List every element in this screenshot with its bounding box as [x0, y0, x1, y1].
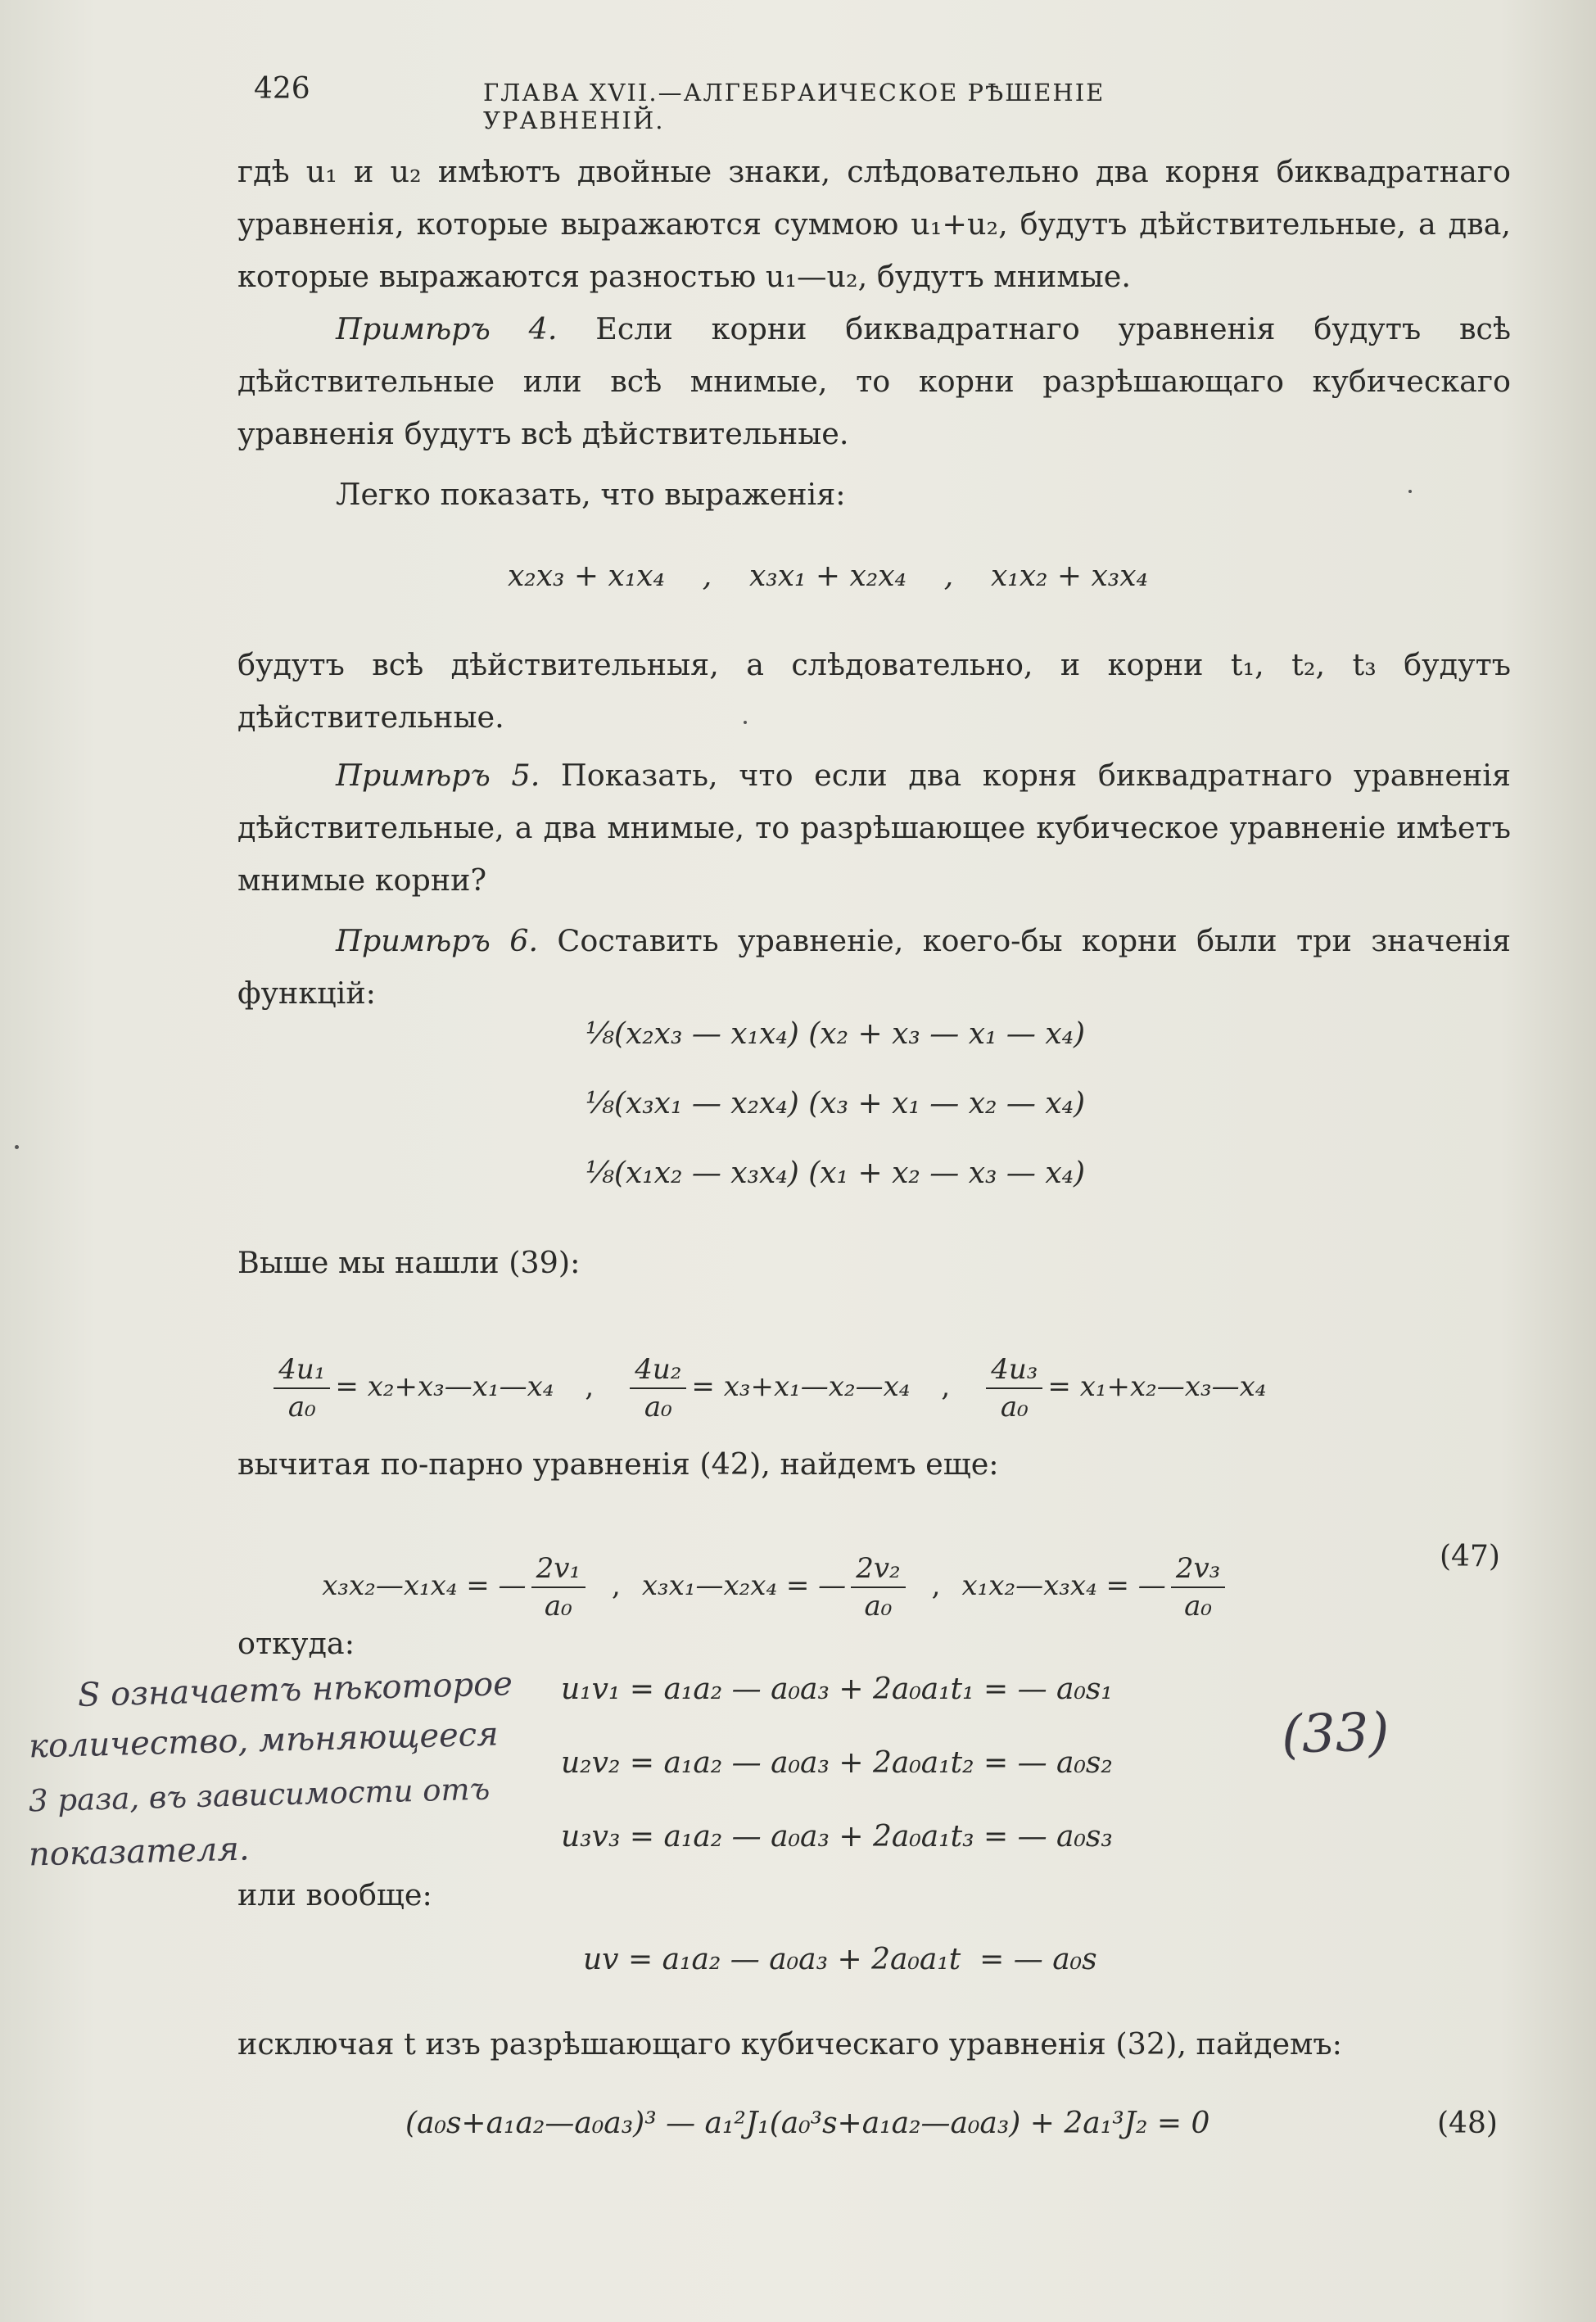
denominator: a₀ — [1184, 1590, 1212, 1623]
numerator: 2v₃ — [1171, 1552, 1225, 1588]
equation-39-row — [233, 1320, 1266, 1456]
lhs-3: x₁x₂—x₃x₄ = — — [961, 1569, 1166, 1602]
example-6-label: Примѣръ 6. — [336, 923, 539, 958]
numerator: 2v₁ — [531, 1552, 586, 1588]
handwritten-note-line-2: количество, мѣняющееся — [28, 1715, 500, 1766]
denominator: a₀ — [287, 1391, 316, 1424]
fraction-2v2 — [851, 1552, 905, 1623]
example-5-label: Примѣръ 5. — [336, 758, 540, 793]
example-4-text: Если корни биквадратнаго уравненія будутъ всѣ дѣйствительные или всѣ мнимые, то корни разрѣшающаго кубическаго уравненія будутъ всѣ дѣйствительные. — [237, 311, 1511, 451]
lhs-2: x₃x₁—x₂x₄ = — — [641, 1569, 847, 1602]
running-header — [237, 72, 1294, 134]
handwritten-note-line-1: S означаетъ нѣкоторое — [77, 1665, 513, 1714]
function-1: ⅛(x₂x₃ — x₁x₄) (x₂ + x₃ — x₁ — x₄) — [586, 1017, 1086, 1051]
paragraph-subtract: вычитая по-парно уравненія (42), найдемъ еще: — [237, 1446, 999, 1482]
rhs-2: = x₃+x₁—x₂—x₄ — [691, 1370, 911, 1403]
example-5-text: Показать, что если два корня биквадратнаго уравненія дѣйствительные, а два мнимые, то разрѣшающее кубическое уравненіе имѣетъ мнимые корни? — [237, 758, 1511, 898]
denominator: a₀ — [1000, 1391, 1029, 1424]
paragraph-roots-signs: гдѣ u₁ и u₂ имѣютъ двойные знаки, слѣдовательно два корня биквадратнаго уравненія, которые выражаются суммою u₁+u₂, будутъ дѣйствительные, а два, которые выражаются разностью u₁—u₂, будутъ мнимые. — [237, 154, 1511, 294]
paragraph-found-above: Выше мы нашли (39): — [237, 1245, 581, 1280]
uv-equation-2: u₂v₂ = a₁a₂ — a₀a₃ + 2a₀a₁t₂ = — a₀s₂ — [561, 1746, 1113, 1780]
expressions-line: x₂x₃ + x₁x₄ , x₃x₁ + x₂x₄ , x₁x₂ + x₃x₄ — [508, 559, 1148, 593]
function-2: ⅛(x₃x₁ — x₂x₄) (x₃ + x₁ — x₂ — x₄) — [586, 1087, 1086, 1120]
paragraph-whence: откуда: — [237, 1626, 355, 1661]
rhs-1: = x₂+x₃—x₁—x₄ — [335, 1370, 554, 1403]
fraction-2v3 — [1171, 1552, 1225, 1623]
uv-equation-3: u₃v₃ = a₁a₂ — a₀a₃ + 2a₀a₁t₃ = — a₀s₃ — [561, 1820, 1113, 1854]
function-3: ⅛(x₁x₂ — x₃x₄) (x₁ + x₂ — x₃ — x₄) — [586, 1156, 1086, 1190]
numerator: 4u₃ — [986, 1353, 1042, 1389]
handwritten-note-line-4: показателя. — [28, 1830, 251, 1874]
paragraph-easy-show: Легко показать, что выраженія: — [336, 477, 846, 512]
paragraph-real-roots: будутъ всѣ дѣйствительныя, а слѣдовательно, и корни t₁, t₂, t₃ будутъ дѣйствительные. — [237, 647, 1511, 735]
lhs-1: x₃x₂—x₁x₄ = — — [322, 1569, 527, 1602]
numerator: 2v₂ — [851, 1552, 905, 1588]
separator: , — [612, 1569, 621, 1602]
equation-number-47: (47) — [1440, 1540, 1500, 1573]
separator: , — [931, 1569, 941, 1602]
fraction-4u3 — [986, 1353, 1042, 1424]
print-speck — [744, 721, 747, 724]
example-5 — [237, 749, 1511, 907]
handwritten-note-line-3: 3 раза, въ зависимости отъ — [28, 1771, 491, 1819]
uv-general-equation: uv = a₁a₂ — a₀a₃ + 2a₀a₁t = — a₀s — [583, 1943, 1097, 1976]
print-speck — [15, 1145, 19, 1149]
example-4-label: Примѣръ 4. — [336, 311, 558, 346]
denominator: a₀ — [644, 1391, 672, 1424]
handwritten-margin-number: (33) — [1281, 1702, 1390, 1766]
numerator: 4u₁ — [274, 1353, 330, 1389]
separator: , — [941, 1370, 951, 1403]
example-4 — [237, 303, 1511, 460]
page-number: 426 — [254, 72, 310, 106]
rhs-3: = x₁+x₂—x₃—x₄ — [1047, 1370, 1267, 1403]
chapter-title: ГЛАВА XVII.—АЛГЕБРАИЧЕСКОЕ РѢШЕНІЕ УРАВНЕНІЙ. — [483, 79, 1105, 134]
fraction-4u2 — [630, 1353, 686, 1424]
equation-number-48: (48) — [1437, 2107, 1498, 2140]
denominator: a₀ — [864, 1590, 893, 1623]
paragraph-general: или вообще: — [237, 1877, 432, 1912]
print-speck — [1408, 490, 1412, 493]
denominator: a₀ — [544, 1590, 572, 1623]
paragraph-exclude-t: исключая t изъ разрѣшающаго кубическаго уравненія (32), пайдемъ: — [237, 2026, 1342, 2062]
separator: , — [585, 1370, 595, 1403]
uv-equation-1: u₁v₁ = a₁a₂ — a₀a₃ + 2a₀a₁t₁ = — a₀s₁ — [561, 1672, 1113, 1706]
example-6-text: Составить уравненіе, коего-бы корни были три значенія функцій: — [237, 923, 1511, 1011]
example-6 — [237, 915, 1511, 1020]
equation-48: (a₀s+a₁a₂—a₀a₃)³ — a₁²J₁(a₀³s+a₁a₂—a₀a₃) + 2a₁³J₂ = 0 — [405, 2107, 1210, 2140]
fraction-2v1 — [531, 1552, 586, 1623]
numerator: 4u₂ — [630, 1353, 686, 1389]
fraction-4u1 — [274, 1353, 330, 1424]
